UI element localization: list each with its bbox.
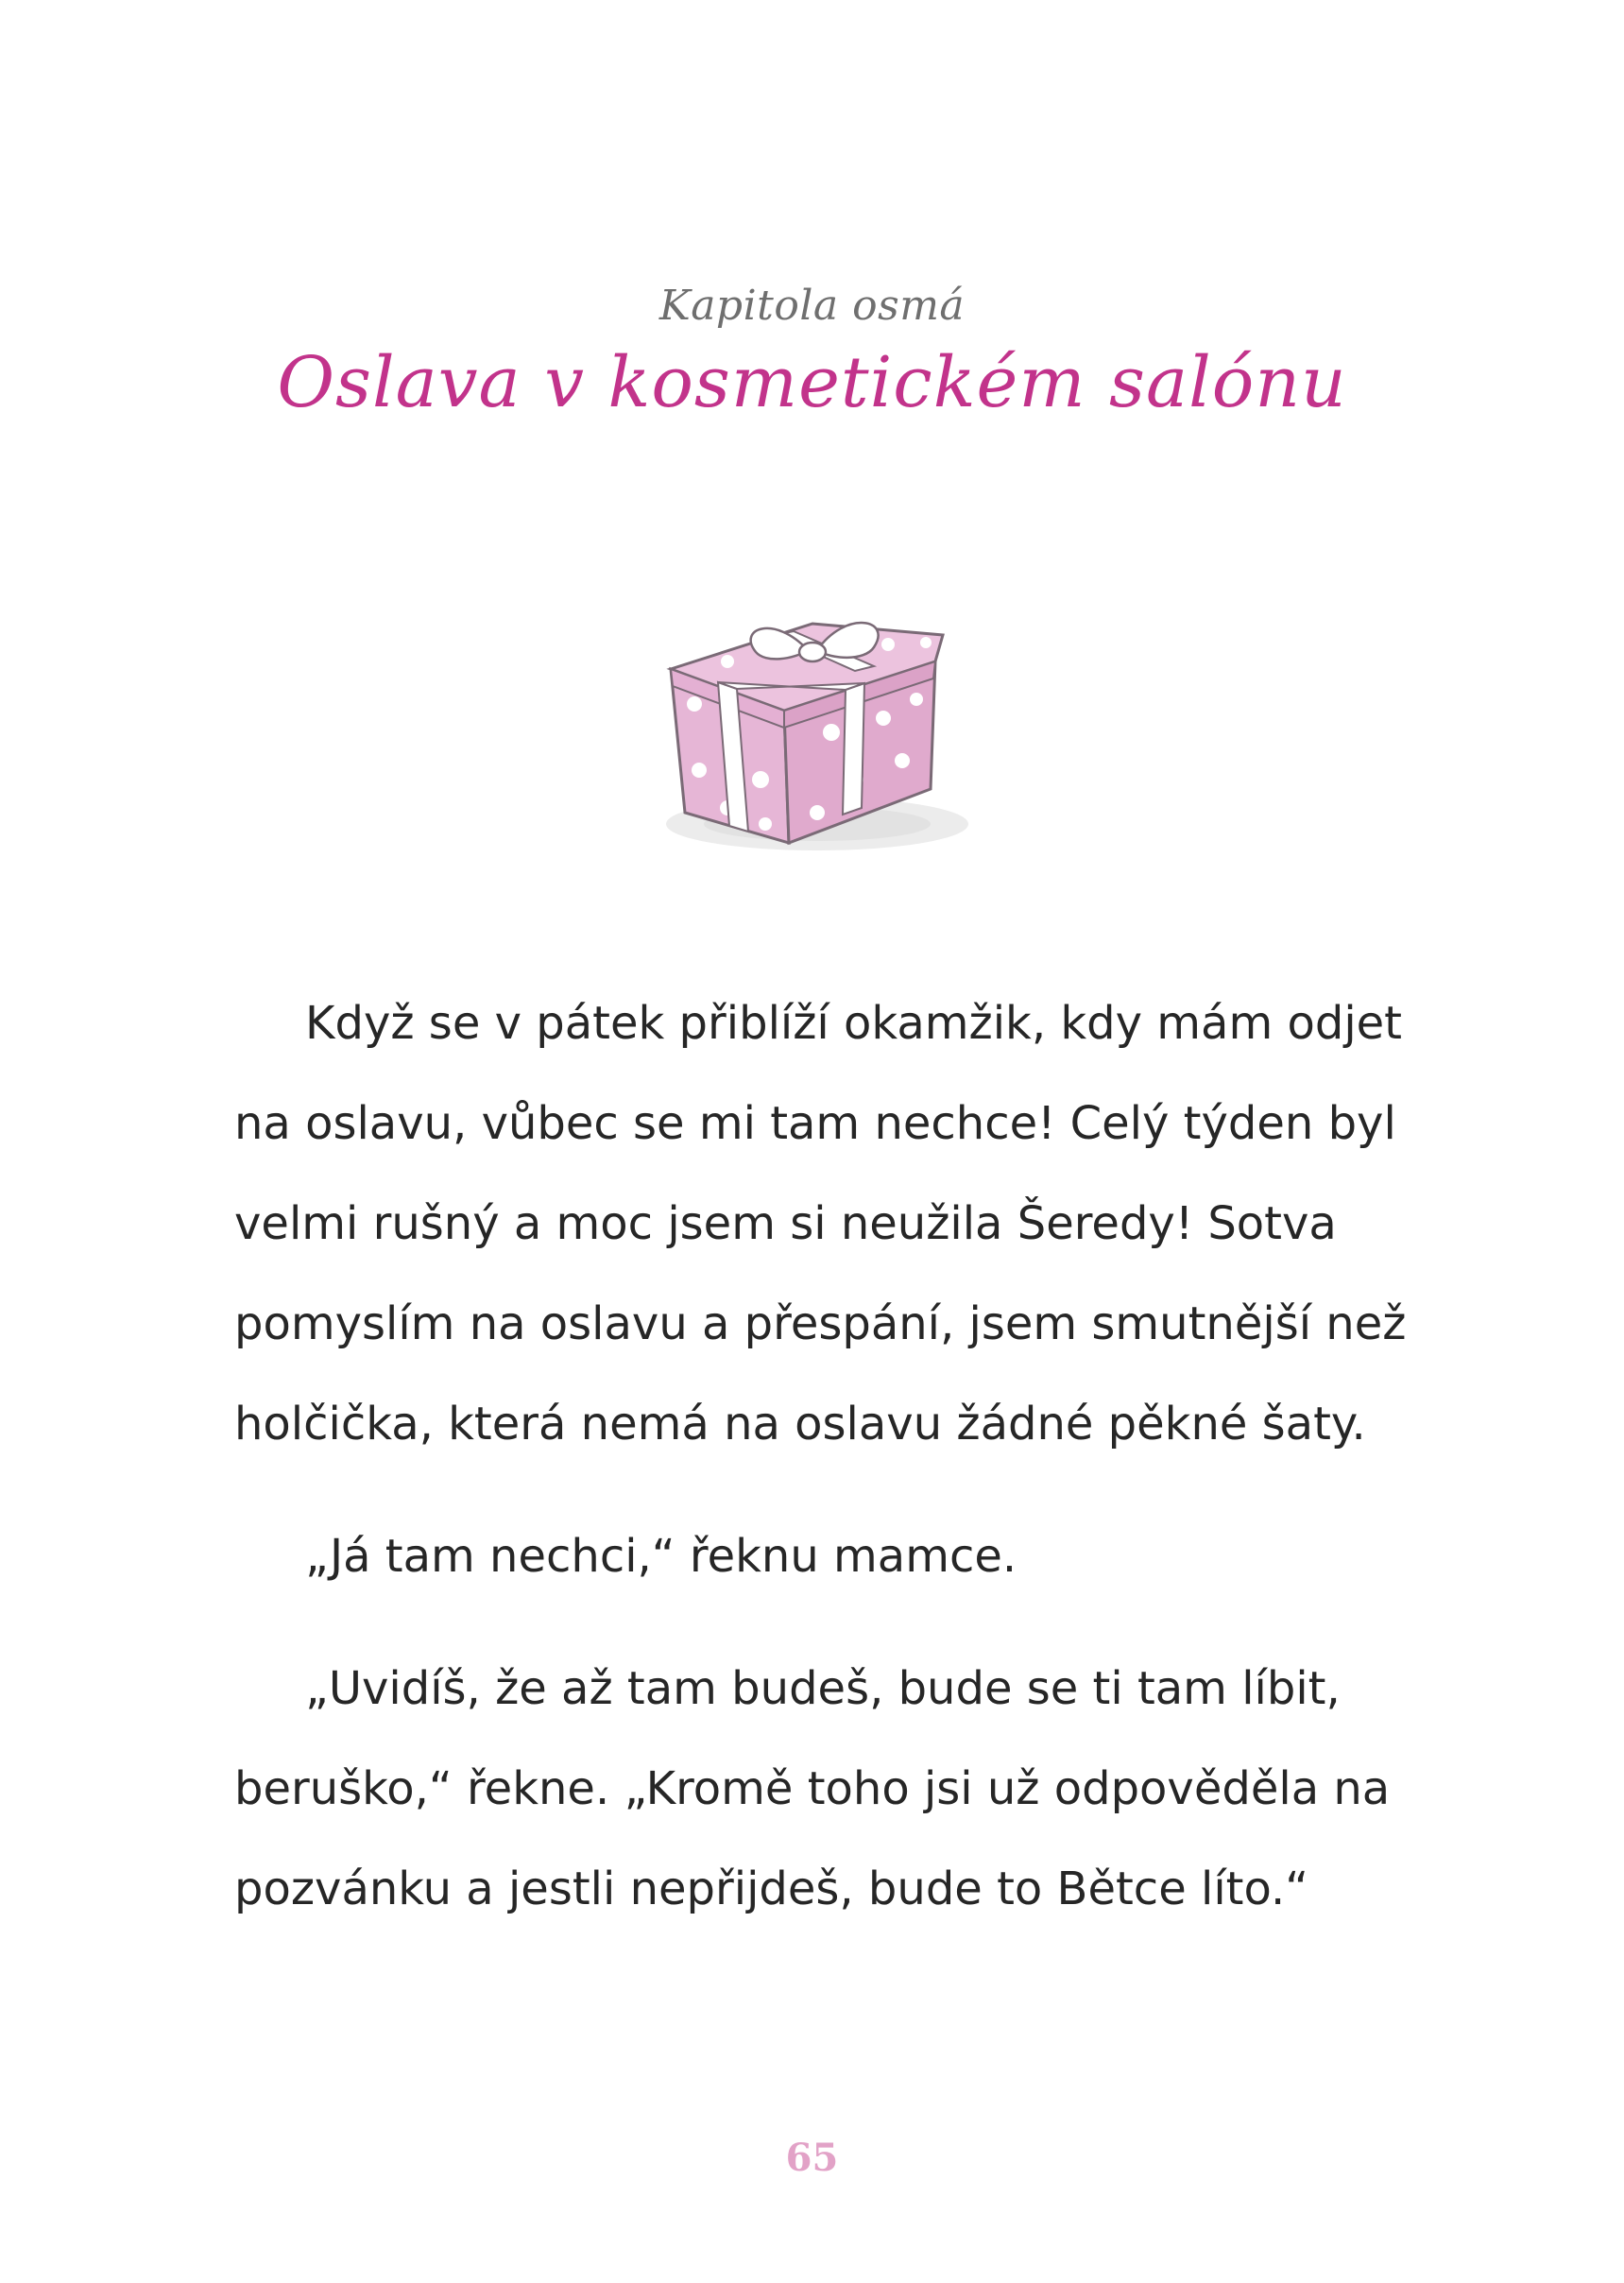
page-number: 65 — [785, 2136, 839, 2180]
text-line: „Uvidíš, že až tam budeš, bude se ti tam líbit, — [305, 1662, 1341, 1715]
text-line: na oslavu, vůbec se mi tam nechce! Celý týden byl — [234, 1097, 1396, 1150]
text-line: velmi rušný a moc jsem si neužila Šeredy! Sotva — [234, 1197, 1337, 1250]
text-line: „Já tam nechci,“ řeknu mamce. — [305, 1530, 1017, 1583]
gift-box-icon — [642, 576, 983, 860]
chapter-title: Oslava v kosmetickém salónu — [277, 342, 1347, 423]
chapter-text — [234, 973, 1462, 1939]
text-line: pomyslím na oslavu a přespání, jsem smutnější než — [234, 1297, 1407, 1350]
paragraph — [234, 1506, 1462, 1606]
text-line: beruško,“ řekne. „Kromě toho jsi už odpověděla na — [234, 1762, 1391, 1815]
paragraph — [234, 1639, 1462, 1939]
paragraph — [234, 973, 1462, 1474]
text-line: Když se v pátek přiblíží okamžik, kdy mám odjet — [305, 997, 1402, 1050]
text-line: pozvánku a jestli nepřijdeš, bude to Bětce líto.“ — [234, 1862, 1309, 1915]
chapter-label: Kapitola osmá — [658, 282, 966, 330]
text-line: holčička, která nemá na oslavu žádné pěkné šaty. — [234, 1398, 1366, 1450]
